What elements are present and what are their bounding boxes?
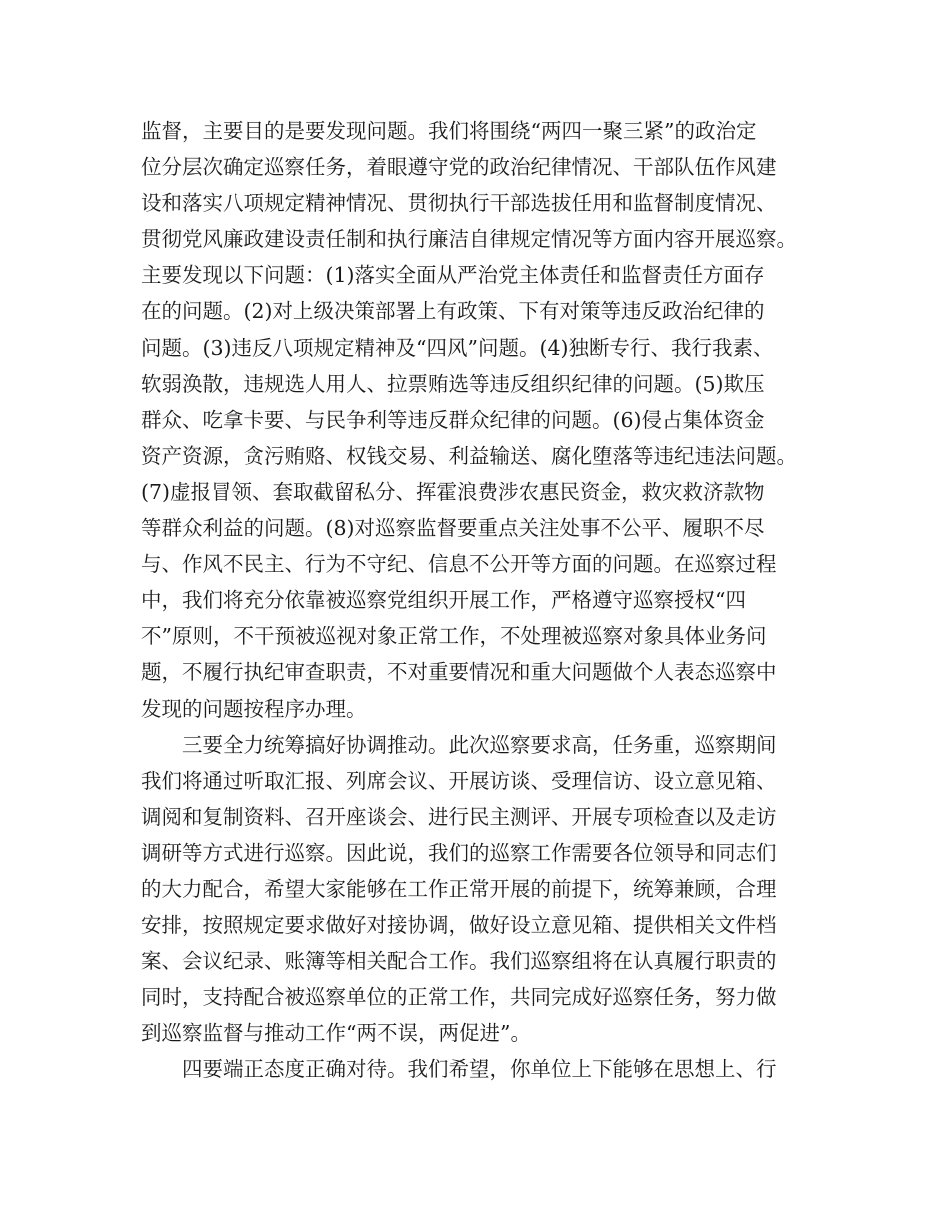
text-line: 资产资源，贪污贿赂、权钱交易、利益输送、腐化堕落等违纪违法问题。 bbox=[141, 443, 797, 468]
text-line: (7)虚报冒领、套取截留私分、挥霍浪费涉农惠民资金，救灾救济款物 bbox=[141, 479, 765, 504]
text-line: 到巡察监督与推动工作“两不误，两促进”。 bbox=[141, 1021, 531, 1046]
body-text bbox=[141, 113, 821, 1088]
text-line: 调阅和复制资料、召开座谈会、进行民主测评、开展专项检查以及走访 bbox=[141, 804, 777, 829]
paragraph-start-line: 三要全力统筹搞好协调推动。此次巡察要求高，任务重，巡察期间 bbox=[182, 732, 777, 757]
text-line: 我们将通过听取汇报、列席会议、开展访谈、受理信访、设立意见箱、 bbox=[141, 768, 777, 793]
text-line: 中，我们将充分依靠被巡察党组织开展工作，严格遵守巡察授权“四 bbox=[141, 588, 746, 613]
text-line: 软弱涣散，违规选人用人、拉票贿选等违反组织纪律的问题。(5)欺压 bbox=[141, 371, 765, 396]
text-line: 发现的问题按程序办理。 bbox=[141, 696, 367, 721]
text-line: 不”原则，不干预被巡视对象正常工作，不处理被巡察对象具体业务问 bbox=[141, 624, 767, 649]
text-line: 在的问题。(2)对上级决策部署上有政策、下有对策等违反政治纪律的 bbox=[141, 299, 765, 324]
text-line: 的大力配合，希望大家能够在工作正常开展的前提下，统筹兼顾，合理 bbox=[141, 876, 777, 901]
text-line: 群众、吃拿卡要、与民争利等违反群众纪律的问题。(6)侵占集体资金 bbox=[141, 407, 765, 432]
text-line: 位分层次确定巡察任务，着眼遵守党的政治纪律情况、干部队伍作风建 bbox=[141, 155, 777, 180]
text-line: 等群众利益的问题。(8)对巡察监督要重点关注处事不公平、履职不尽 bbox=[141, 516, 765, 541]
text-line: 题，不履行执纪审查职责，不对重要情况和重大问题做个人表态巡察中 bbox=[141, 660, 777, 685]
text-line: 主要发现以下问题：(1)落实全面从严治党主体责任和监督责任方面存 bbox=[141, 263, 765, 288]
paragraph-start-line: 四要端正态度正确对待。我们希望，你单位上下能够在思想上、行 bbox=[182, 1057, 777, 1082]
text-line: 同时，支持配合被巡察单位的正常工作，共同完成好巡察任务，努力做 bbox=[141, 985, 777, 1010]
text-line: 设和落实八项规定精神情况、贯彻执行干部选拔任用和监督制度情况、 bbox=[141, 191, 777, 216]
text-line: 安排，按照规定要求做好对接协调，做好设立意见箱、提供相关文件档 bbox=[141, 913, 777, 938]
text-line: 调研等方式进行巡察。因此说，我们的巡察工作需要各位领导和同志们 bbox=[141, 840, 777, 865]
text-line: 监督，主要目的是要发现问题。我们将围绕“两四一聚三紧”的政治定 bbox=[141, 119, 757, 143]
text-line: 问题。(3)违反八项规定精神及“四风”问题。(4)独断专行、我行我素、 bbox=[141, 335, 774, 360]
text-line: 贯彻党风廉政建设责任制和执行廉洁自律规定情况等方面内容开展巡察。 bbox=[141, 227, 797, 252]
text-line: 案、会议纪录、账簿等相关配合工作。我们巡察组将在认真履行职责的 bbox=[141, 949, 777, 974]
text-line: 与、作风不民主、行为不守纪、信息不公开等方面的问题。在巡察过程 bbox=[141, 552, 777, 577]
